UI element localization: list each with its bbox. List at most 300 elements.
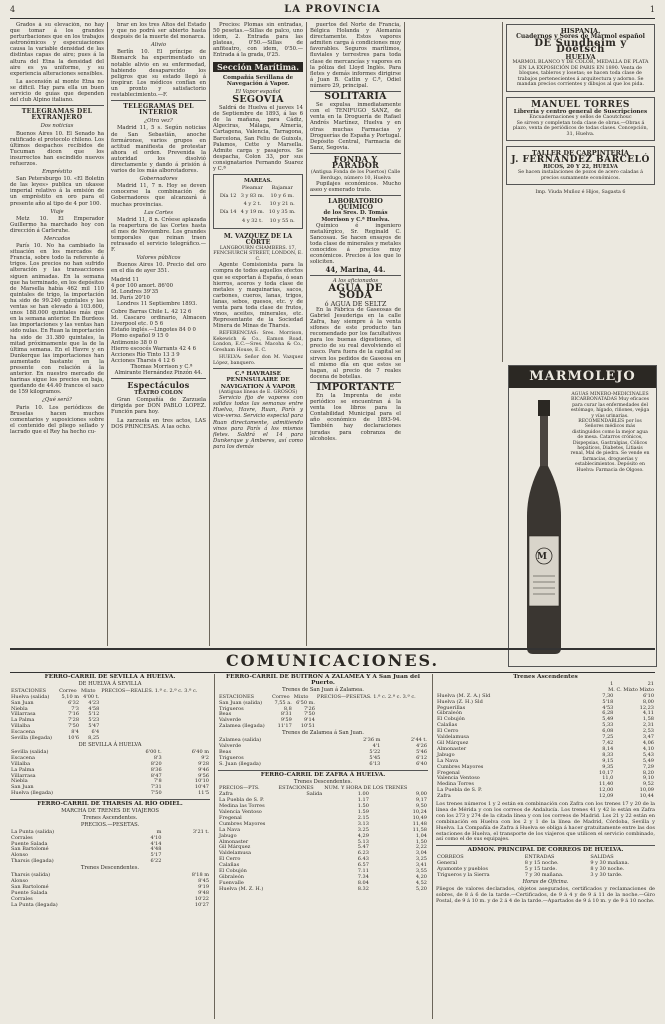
- table-cell: Valdelamusa: [219, 850, 251, 857]
- rail-subtitle: Trenes de Zalamea á San Juan.: [282, 730, 364, 737]
- list-item: Id. París 20'10: [111, 294, 150, 301]
- table-cell: 7'8: [153, 778, 162, 785]
- table-cell: 8.04: [357, 879, 369, 886]
- table-header: PRECIOS—PESETAS. 1.ª c. 2.ª c. 3.ª c.: [316, 693, 416, 700]
- column-3: [213, 22, 303, 646]
- table-cell: 4'58: [88, 705, 100, 712]
- table-cell: Tharsis (llegada): [11, 858, 54, 865]
- table-cell: 9,35: [602, 763, 614, 770]
- table-cell: 9,17: [415, 797, 427, 804]
- table-cell: 7,42: [602, 739, 614, 746]
- timetable: [10, 750, 210, 797]
- table-cell: 6'00 t.: [145, 748, 162, 755]
- table-cell: 8,33: [602, 751, 614, 758]
- table-cell: 7.34: [357, 874, 369, 880]
- table-cell: 6'32: [68, 699, 79, 706]
- table-cell: 3,47: [642, 734, 654, 741]
- tides-title: MAREAS.: [243, 178, 272, 185]
- table-cell: 9'19: [198, 883, 209, 890]
- table-cell: 4'14: [150, 840, 162, 847]
- subheading: Gobernadores: [139, 176, 178, 183]
- table-cell: 4'53: [602, 704, 614, 711]
- list-item: Antimonio 38 0 0: [111, 339, 158, 346]
- table-cell: 7'50: [304, 711, 315, 718]
- table-cell: 8'20: [150, 760, 162, 767]
- rail-subtitle: MARCHA DE TRENES DE VIAJEROS: [61, 808, 159, 815]
- table-cell: Huelva (salida): [11, 693, 50, 700]
- table-cell: 4 y 19 m.: [240, 209, 265, 216]
- ship-name: SEGOVIA: [232, 93, 284, 105]
- table-cell: Tharsis (salida): [11, 872, 51, 879]
- rail-title: FERRO-CARRIL DE THARSIS AL RÍO ODIEL.: [37, 801, 183, 808]
- marmolejo-ad: [508, 365, 657, 667]
- table-cell: El Cerro: [437, 728, 459, 735]
- hours-text: Pliegos de valores declarados, objetos asegurados, certificados y reclamaciones de sobres, de 8 á 6 de la tarde.—Certificados, de 9 á 4 y de 9 á 11 de la noche.—Giro Postal, de 9 á 10 m. y de 2 á 4 de la tarde.—Apartados de 9 á 10 m. y de 9 á 10 noche.: [436, 885, 655, 904]
- subheading: Empréstito: [42, 169, 72, 176]
- table-cell: Cumbres Mayores: [437, 763, 484, 770]
- page-header: [10, 4, 655, 19]
- table-cell: 5'22: [369, 748, 381, 755]
- bottle-label-letter: M: [537, 552, 547, 562]
- table-cell: 11,40: [599, 781, 614, 788]
- column-5: [506, 22, 655, 362]
- table-header: SALIDAS: [590, 854, 614, 861]
- table-header: Correo: [59, 687, 77, 694]
- table-cell: Zafra: [437, 793, 451, 800]
- table-cell: 5,49: [642, 757, 654, 764]
- text-paragraph: Londres 11 Septiembre 1893.: [117, 300, 198, 307]
- rail-title: FERRO-CARRIL DE SEVILLA Á HUELVA.: [44, 674, 176, 680]
- text-paragraph: Berlín 10. El príncipe de Bismarck ha experimentado un notable alivio en su enfermedad, habiendo desaparecido los peligros que su estado llegó á inspirar. Los médicos confían en un pronto y satisfactorio restablecimiento.—F.: [111, 49, 206, 99]
- table-cell: San Juan (salida): [219, 699, 263, 706]
- table-cell: 5 y 15 tarde.: [524, 866, 557, 873]
- text-paragraph: Precios: Plomas sin entradas, 50 pesetas.—Sillas de palco, uno idem, 2. Entrada para las plateas, 0'50.—Sillas de anfiteatro, con idem, 0'50.—Entrada á la grada, 0'25.: [213, 22, 303, 59]
- divider: [213, 368, 303, 369]
- subheading: ¿Otra vez?: [144, 118, 173, 125]
- rail-notes: Los trenes números 1 y 2 están en combinación con Zafra con los trenes 17 y 20 de la línea de Mérida y con los correos de Andalucía. Los trenes 41 y 42 lo están en Zafra con los 273 y 274 de la citada línea y con los correos de Madrid. Los 21 y 22 están en combinación en Huelva con los 2 y 1 de la línea de Madrid, Córdoba, Sevilla y Huelva. La Compañía de Zafra á Huelva se obliga á hacer gratuitamente entre las dos estaciones de Huelva, el transporte de los viajeros que utilicen el servicio combinado, así como el de sus equipajes.: [436, 801, 655, 843]
- table-cell: 8 y 30 noche.: [590, 866, 625, 873]
- soda-subtitle: ó AGUA DE SELTZ: [324, 299, 387, 308]
- table-cell: Niebla: [11, 778, 28, 785]
- table-cell: Gil Márquez: [219, 844, 251, 851]
- rail-subtitle: Trenes de San Juan á Zalamea.: [282, 686, 364, 693]
- column-rule: [502, 22, 503, 362]
- table-cell: Villalba: [11, 723, 31, 730]
- hispania-title: HISPANIA.: [560, 27, 601, 35]
- table-cell: La Nava: [219, 826, 241, 833]
- printer-credit: Imp. Viuda Muñoz é Hijos, Sagasta 6: [535, 190, 626, 196]
- table-cell: 4'1: [372, 742, 381, 749]
- lab-subtitle: de los Sres. D. Tomás Morrison y C.ª Huelva.: [321, 210, 390, 223]
- table-cell: Jabugo: [437, 751, 455, 758]
- table-cell: 12,23: [639, 704, 654, 711]
- table-cell: 10,17: [599, 769, 614, 776]
- table-header: PRECIOS—PTS.: [219, 785, 260, 792]
- column-rule: [306, 22, 307, 646]
- table-cell: 9,52: [642, 781, 654, 788]
- table-cell: Beas: [219, 711, 232, 718]
- table-cell: Salida: [306, 791, 323, 798]
- table-cell: 3.13: [357, 820, 369, 827]
- table-cell: La Puebla de S. P.: [219, 797, 264, 804]
- column-1: [10, 22, 104, 646]
- table-cell: Jabugo: [219, 832, 237, 839]
- table-cell: Valverde: [219, 742, 242, 749]
- column-rule: [107, 22, 108, 646]
- subheading: TEATRO COLON: [134, 390, 183, 397]
- divider: [111, 378, 206, 379]
- solitaria-title: SOLITARIA: [324, 91, 387, 103]
- table-cell: 10'6: [68, 735, 79, 742]
- rail-subtitle: Trenes Ascendentes.: [82, 814, 138, 821]
- table-cell: 10 y 55 n.: [269, 217, 295, 224]
- table-cell: 6'50 m.: [296, 699, 315, 706]
- text-paragraph: París 10. No ha cambiado la situación en los mercados de Francia, sobre todo la referente á trigos. Los precios no han sufrido alteración y las transacciones siguen animadas. En la semana que ha terminado, en los depósitos de Marsella había 462 mil 110 quintales de trigo, la importación ha sido de 99.240 quintales y las ventas se han elevado á 103.600, unos 188.000 quintales más que en la semana anterior. En Burdeos las importaciones y las ventas han sido nulas. En Ruan la importación ha sido de 31.380 quintales, la mitad próximamente que la de la última semana. En el Havre y en Dunkerque las importaciones han aumentado bastante en la presente con relación á la anterior. En nuestro mercado de harinas sigue los precios en baja, quedando de 44.40 francos el saco de 159 kilogramos.: [10, 243, 104, 396]
- torres-ad: [506, 97, 655, 141]
- table-cell: 7,55 a.: [274, 699, 292, 706]
- table-subheader: M. C. Mixto Mixto: [608, 686, 654, 693]
- table-cell: 8'31: [280, 711, 292, 718]
- table-cell: 1.59: [357, 809, 369, 816]
- table-cell: Valverde: [219, 717, 242, 724]
- text-paragraph: Gran Compañía de Zarzuela dirigida por DON PABLO LOPEZ. Función para hoy.: [111, 397, 206, 416]
- table-cell: El Cerro: [219, 856, 241, 863]
- table-cell: 4,10: [642, 745, 654, 752]
- rail-subtitle: Trenes Descendentes.: [80, 865, 140, 872]
- rail-sevilla-huelva: [10, 674, 210, 1019]
- list-item: Id. Cascaro ordinario, Almacen Liverpool etc. 0 5 6: [111, 315, 206, 328]
- timetable: [10, 873, 210, 908]
- table-cell: 7'16: [68, 711, 79, 718]
- table-cell: 5.47: [357, 844, 369, 851]
- table-header: 1: [610, 680, 614, 687]
- table-cell: 3'21 t.: [192, 828, 209, 835]
- table-cell: Almonaster: [219, 838, 249, 845]
- table-cell: 6,28: [602, 710, 614, 717]
- list-item: Id. Londres 39'35: [111, 288, 159, 295]
- table-cell: Fregenal: [219, 814, 242, 821]
- havre-subtitle: (Antiguas líneas de E. GROSOS): [218, 389, 298, 395]
- table-cell: 1,50: [415, 838, 427, 845]
- table-cell: Medina Torres: [437, 781, 474, 788]
- importante-title: IMPORTANTE: [316, 381, 395, 393]
- table-header: Mixto: [293, 693, 309, 700]
- text-paragraph: Buenos Aires 10. El Senado ha ratificado el protocolo chileno. Los últimos despachos recibidos de Tucuman dicen que los insurrectos han escindido nuevos refuerzos.: [10, 130, 104, 167]
- torres-subtitle: Librería y centro general de Suscripciones: [513, 109, 648, 116]
- table-cell: 10 y 35 m.: [268, 209, 296, 216]
- table-cell: 3,41: [415, 862, 427, 869]
- divider: [218, 770, 428, 771]
- table-cell: 3 y 30 tarde.: [590, 872, 623, 878]
- table-cell: 5,10 m: [61, 693, 79, 700]
- table-header: ESTACIONES: [11, 687, 47, 694]
- divider: [10, 105, 104, 106]
- table-cell: 9'48: [198, 889, 209, 896]
- table-cell: 10'27: [194, 901, 209, 908]
- table-cell: Cumbres Mayores: [219, 820, 266, 827]
- table-cell: 9'14: [304, 717, 315, 724]
- table-cell: Huelva (M. Z. H.): [219, 885, 264, 892]
- table-cell: 3,25: [415, 856, 427, 863]
- table-cell: 1,04: [415, 832, 427, 839]
- torres-text: Se sirven y completan toda clase de obras.—Obras á plazo, venta de periódicos de todas clases. Concepción, 31, Huelva.: [512, 120, 649, 137]
- table-cell: Zalamea (llegada): [219, 723, 265, 730]
- table-cell: 11,58: [412, 826, 427, 833]
- agent-subtitle: LANGBOURN CHAMBERS. 17, FENCHURCH STREET, LONDON, E. C.: [213, 245, 303, 262]
- tides-box: [213, 174, 303, 229]
- text-paragraph: Saldrá de Huelva el jueves 14 de Septiembre de 1893, á las 6 de la mañana, para Cádiz, Algeciras, Málaga, Almería, Cartagena, Valencia, Tarragona, Barcelona, San Feliu de Guixols, Palamos, Cette y Marsella. Admite carga y pasajeros. Se despacha, Colon 33, por sus consignatarios Fernando Suarez y C.ª: [213, 105, 303, 172]
- rail-buitron-zalamea: [218, 674, 428, 1019]
- table-cell: Gibraleón: [437, 710, 462, 717]
- text-paragraph: Metz 10. El Emperador Guillermo ha marchado hoy con dirección á Carlsruhe.: [10, 215, 104, 234]
- fonda-subtitle: (Antigua Fonda de los Puertos) Calle Berdugo, número 10, Huelva: [310, 170, 401, 181]
- list-item: Acciones Tharsis 4 12 6: [111, 357, 175, 364]
- table-cell: Villarrasa: [11, 772, 36, 779]
- table-cell: 9'59: [280, 717, 292, 724]
- table-cell: 9,10: [642, 775, 654, 782]
- table-cell: 4'26: [416, 742, 427, 749]
- rail-subtitle: Trenes Descendentes.: [293, 778, 353, 785]
- table-cell: 9'2: [201, 754, 209, 761]
- table-header: 21: [647, 680, 654, 687]
- table-cell: 9'56: [198, 772, 209, 779]
- table-cell: 4'10: [150, 834, 162, 841]
- table-cell: 10'22: [194, 895, 209, 902]
- table-cell: 12,09: [599, 793, 614, 800]
- table-cell: El Cobujón: [219, 868, 247, 875]
- table-cell: Huelva (M. Z. A.) Sld: [437, 692, 491, 699]
- header-left: 4: [10, 5, 16, 14]
- table-cell: 3,04: [415, 850, 427, 857]
- table-cell: 4,11: [642, 710, 654, 717]
- table-cell: 8'45: [198, 878, 209, 884]
- table-cell: 8,14: [602, 745, 614, 752]
- table-cell: 5'46: [416, 748, 427, 755]
- text-paragraph: En la Fábrica de Gaseosas de Gabriel Jesuderiga en la calle Zafra, hay siempre á la venta sifones de este producto tan recomendado por los facultativos para los buenas digestiones, el precio de su real devolviendo el casco. Para fuera de la capital se sirven los pedidos de Gaseosa en el mismo día en que estos se hagan, al precio de 7 reales docena de botellas.: [310, 306, 401, 380]
- table-cell: 5'12: [88, 711, 100, 718]
- table-cell: 7,25: [602, 734, 614, 741]
- table-cell: Fuenvalle: [219, 879, 244, 886]
- marmolejo-title: MARMOLEJO: [509, 366, 656, 388]
- subheading: Valores públicos: [136, 255, 181, 262]
- timetable: [10, 830, 210, 865]
- table-cell: 5'47: [88, 723, 100, 730]
- table-cell: 8'3: [153, 754, 162, 761]
- text-paragraph: Servicio fijo de vapores con salidas todas las semanas entre Huelva, Havre, Ruan, París y vice-versa. Servicio especial para Ruan directamente, admitiendo vinos para París á los mismos fletes. Saldrá el 14 para Dunkerque y Amberes, así como para los demás: [213, 395, 303, 450]
- table-cell: Peguerillas: [437, 704, 466, 711]
- table-cell: 1.50: [357, 803, 369, 810]
- table-cell: 6'22: [150, 858, 162, 865]
- subheading: Viaje: [50, 208, 64, 215]
- agent-title: M. VAZQUEZ DE LA CORTE: [223, 232, 293, 246]
- table-cell: 7,29: [642, 763, 654, 770]
- table-cell: 4'23: [88, 699, 100, 706]
- text-paragraph: La zarzuela en tres actos, LAS DOS PRINCESAS. A las ocho.: [111, 417, 206, 430]
- text-paragraph: Agente Comisionista para la compra de todos aquellos efectos que se exportan á España, ó sean hierros, aceros y toda clase de metales y maquinarias, sacos, carbones, cueros, lanas, trigos, lanas, sebos, quesos, etc. y de venta para toda clase de frutos, vinos, aceites, minerales, etc. Representante de la Sociedad Minera de Minas de Tharsis.: [213, 262, 303, 330]
- tides-table: [218, 184, 298, 224]
- table-cell: Trigueros: [219, 705, 244, 712]
- timetable: [10, 689, 210, 742]
- table-cell: Zalamea (salida): [219, 737, 262, 744]
- table-cell: 4,29: [357, 832, 369, 839]
- table-cell: 5'23: [88, 717, 100, 724]
- table-cell: 7,30: [602, 692, 614, 699]
- subheading: Mercados: [43, 236, 71, 242]
- text-paragraph: Químico é ingeniero metalúrgico, Sr. Reginald C. Sancosau. Se hacen ensayos de toda clase de minerales y metales conocidos á precios muy económicos. Precios á los que lo soliciten.: [310, 222, 401, 266]
- text-paragraph: brar en los tres Altos del Estado y que no podrá ser abierto hasta después de la muerte del monarca.: [111, 22, 206, 41]
- newspaper-title: LA PROVINCIA: [284, 4, 381, 15]
- column-rule: [404, 22, 405, 362]
- table-cell: Escacena: [11, 729, 35, 736]
- table-cell: 3,55: [415, 868, 427, 875]
- table-cell: 8'18 m: [191, 872, 209, 879]
- rail-subtitle: DE HUELVA Á SEVILLA: [78, 680, 142, 687]
- table-cell: 8 y 15 noche.: [524, 860, 559, 867]
- table-cell: 5,43: [642, 751, 654, 758]
- table-cell: 10,09: [639, 787, 654, 794]
- table-cell: 5'17: [150, 852, 162, 859]
- table-cell: 10'51: [300, 723, 315, 730]
- table-cell: Villalba: [11, 760, 31, 767]
- table-cell: 7'26: [304, 705, 315, 712]
- rail-ascendentes: [436, 674, 655, 1019]
- sundheim-title: DE Sundheim y Doetsch: [534, 38, 627, 56]
- hispania-subtitle: Cuadernos y Sores de Mármol español: [516, 33, 645, 41]
- table-cell: 5'18: [602, 698, 614, 705]
- soda-title: AGUA DE SODA: [328, 283, 383, 301]
- table-cell: 7 y 30 mañana.: [524, 872, 564, 878]
- table-cell: 6.43: [357, 856, 369, 863]
- table-cell: 3 y 83 m.: [240, 193, 265, 200]
- company-name: Compañía Sevillana de Navegación á Vapor.: [222, 74, 294, 87]
- table-cell: 11,48: [412, 820, 427, 827]
- table-cell: 7.11: [357, 868, 369, 875]
- table-cell: Trigueros: [219, 754, 244, 761]
- barcelo-subtitle: RICOS, 20 Y 22, HUELVA: [543, 164, 618, 171]
- hours-title: Horas de Oficina.: [522, 878, 569, 885]
- torres-subtitle-2: Encuadernaciones y sellos de Caoutchouc: [529, 115, 632, 121]
- text-paragraph: REFERENCIAS: Sres. Morrison, Kekewich & Co., Eamon Road, London, E.C.—Sres. Macoha & Co., Gresham House, E. C.: [213, 331, 303, 353]
- divider: [10, 799, 210, 800]
- timetable: [436, 682, 655, 800]
- text-paragraph: Se expulsa inmediatamente con el TENIFUGO SANZ, de venta en la Droguería de Rafael Andrés Martínez, Huelva y en otras muchas Farmacias y Droguerías de España y Portugal. Depósito Central, Farmacia de Sanz, Segovia.: [310, 102, 401, 151]
- table-cell: La Palma: [11, 717, 35, 724]
- subheading: Alivio: [150, 42, 167, 49]
- table-cell: 4'00 t.: [83, 693, 100, 700]
- taller-title: TALLER DE CARPINTERÍA: [532, 149, 629, 158]
- divider: [111, 100, 206, 101]
- table-cell: 3.25: [357, 826, 369, 833]
- table-cell: 6'13: [369, 760, 381, 767]
- havre-title: C.ª HAVRAISE PENINSULAIRE DE NAVIGATION Á VAPOR: [220, 371, 296, 390]
- table-cell: Huelva (llegada): [11, 790, 53, 797]
- table-cell: S. Juan (llegada): [219, 760, 261, 767]
- table-cell: 7'28: [68, 717, 79, 724]
- table-cell: Gibraleón: [219, 874, 244, 880]
- table-cell: Fregenal: [437, 769, 460, 776]
- table-cell: La Punta (salida): [11, 828, 55, 835]
- table-cell: Sevilla (llegada): [11, 735, 52, 742]
- table-cell: Gil Márquez: [437, 739, 469, 746]
- table-cell: 4,52: [415, 879, 427, 886]
- table-cell: 11,0: [602, 775, 614, 782]
- text-paragraph: puertos del Norte de Francia, Bélgica Holanda y Alemania directamente. Estos vapores admiten carga á condiciones muy favorables. Seguros marítimos, fluviales y terrestres para toda clase de mercancías y vapores en la póliza del Lloyd Inglés. Para fletes y demás informes dirigirse á Juan B. Catlin y C.ª, Odiel número 29, principal.: [310, 22, 401, 89]
- table-cell: m: [156, 828, 162, 835]
- table-cell: Puente Salada: [11, 840, 48, 847]
- table-header: Mixto: [81, 687, 96, 694]
- table-cell: La Palma: [11, 766, 35, 773]
- comunicaciones-title: COMUNICACIONES.: [10, 648, 655, 673]
- rail-subtitle: DE SEVILLA Á HUELVA: [78, 741, 142, 748]
- list-item: Cobre Barras Chile L. 42 12 6: [111, 309, 192, 316]
- timetable: [218, 786, 428, 892]
- table-cell: 6.57: [357, 862, 369, 869]
- table-cell: 8,00: [642, 698, 654, 705]
- text-paragraph: Buenos Aires 10. Precio del oro en el día de ayer 351.: [111, 262, 206, 275]
- lab-title: LABORATORIO QUÍMICO: [328, 197, 383, 212]
- table-cell: 5'45: [369, 754, 381, 761]
- table-cell: 9'28: [198, 760, 209, 767]
- barcelo-ad: [506, 146, 655, 185]
- table-header: PRECIOS—REALES. 1.ª c. 2.ª c. 3.ª c.: [101, 687, 198, 694]
- bottle-icon: [519, 396, 569, 656]
- hispania-ad: [506, 24, 655, 92]
- table-header: Bajamar: [271, 185, 293, 192]
- table-cell: 9,50: [415, 803, 427, 810]
- text-paragraph: San Petersburgo 10. «El Boletin de las leyes» publica un ukasse imperial relativo á la emisión de un empréstito en oro para el presente año al tipo de 4 por 100.: [10, 176, 104, 207]
- table-cell: [218, 217, 238, 225]
- text-paragraph: Paris 10. Los periódicos de Bruselas hacen muchos comentarios y suposiciones sobre el contenido del pliego sellado y lacrado que el Rey ha hecho cu-: [10, 404, 104, 435]
- table-cell: Calañas: [437, 722, 458, 729]
- table-cell: Día 12: [219, 193, 237, 200]
- table-cell: La Punta (llegada): [11, 901, 58, 908]
- table-cell: 2,31: [642, 722, 654, 729]
- column-2: [111, 22, 206, 646]
- table-cell: 1.17: [357, 797, 369, 804]
- table-cell: Valdelamusa: [437, 734, 469, 741]
- rail-subtitle: PRECIOS.—PESETAS.: [80, 821, 140, 828]
- table-cell: 8,8: [283, 705, 292, 712]
- table-cell: Alonso: [11, 878, 29, 884]
- table-cell: 2,53: [642, 728, 654, 735]
- text-paragraph: Pupilajes económicos. Mucho aseo y esmerado trato.: [310, 181, 401, 194]
- table-cell: 5,33: [602, 722, 614, 729]
- values-list: [111, 277, 206, 301]
- divider: [310, 195, 401, 196]
- table-cell: 6.23: [357, 850, 369, 857]
- subheading: A los aficionados: [332, 278, 379, 285]
- table-cell: 8.32: [357, 885, 369, 892]
- table-cell: 8'36: [150, 766, 162, 773]
- table-cell: 1,58: [642, 716, 654, 723]
- column-rule: [214, 674, 215, 1019]
- list-item: Acciones Río Tinto 13 3 9: [111, 351, 180, 358]
- table-cell: 10,44: [639, 793, 654, 800]
- table-cell: [218, 200, 238, 208]
- table-cell: Beas: [219, 748, 232, 755]
- section-heading: Sección Marítima.: [213, 62, 303, 72]
- table-cell: Zafra: [219, 791, 233, 798]
- table-cell: Ayamonte y pueblos: [437, 866, 488, 873]
- table-cell: 2'36 m: [363, 737, 381, 744]
- list-item: Estaño inglés.—Lingotes 84 0 0: [111, 327, 196, 334]
- list-item: Plomo español 9 15 0: [111, 333, 169, 340]
- table-cell: 9'46: [198, 766, 209, 773]
- table-cell: 4'48: [150, 846, 162, 853]
- table-cell: 4 y 32 t.: [242, 217, 263, 224]
- table-cell: 11'5: [198, 790, 209, 797]
- table-cell: Niebla: [11, 705, 28, 712]
